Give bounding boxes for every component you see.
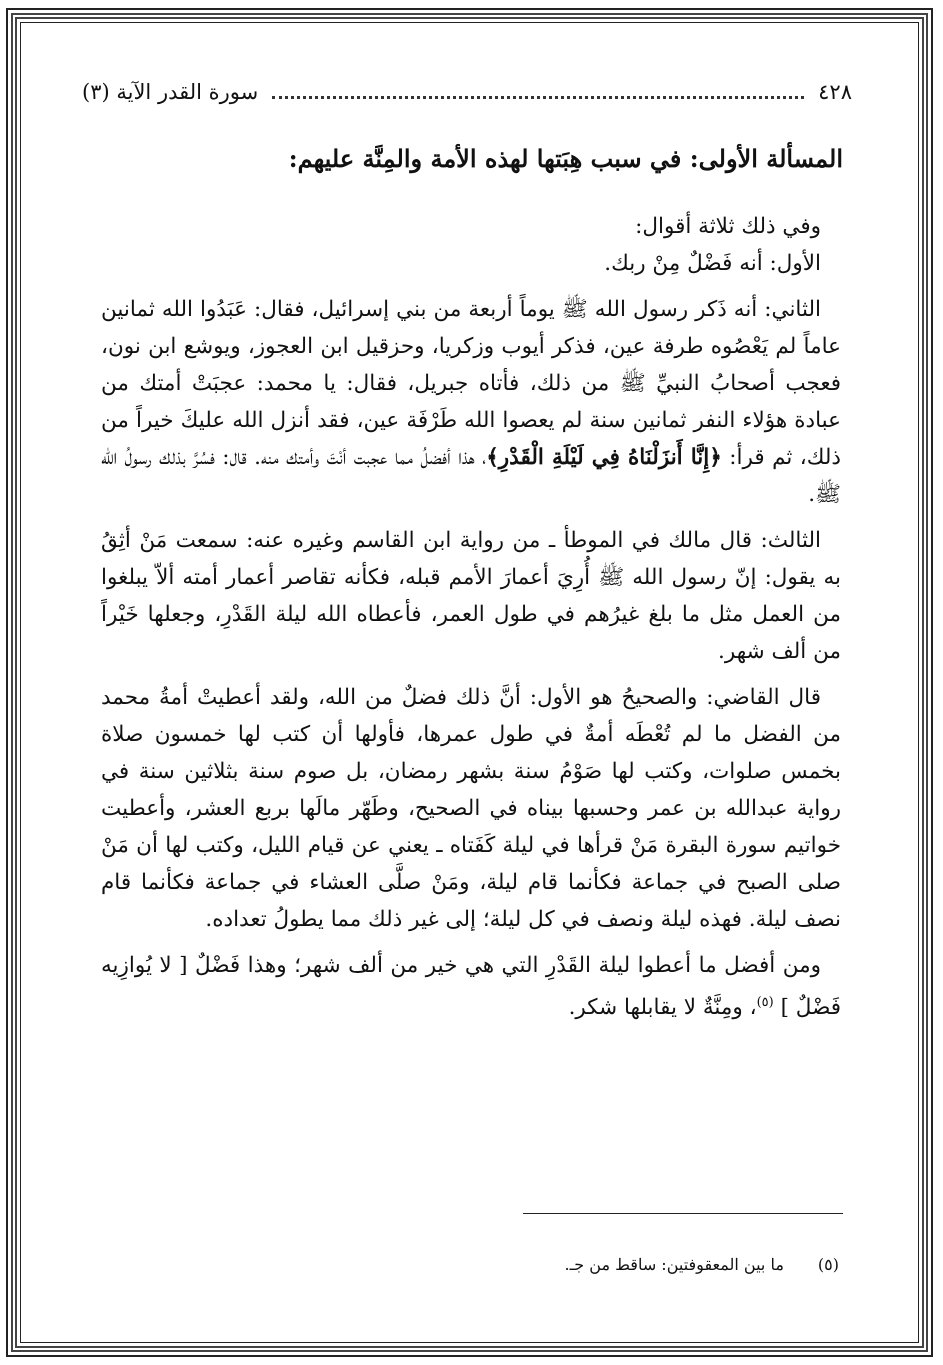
- paragraph: الثالث: قال مالك في الموطأ ـ من رواية ابن القاسم وغيره عنه: سمعت مَنْ أثِقُ به يقول: إنّ رسول الله ﷺ أُرِيَ أعمارَ الأمم قبله، فكأنه تقاصر أعمار أمته ألاّ يبلغوا من العمل مثل ما بلغ غيرُهم في طول العمر، فأعطاه الله ليلة القَدْرِ، وجعلها خَيْراً من ألف شهر.: [101, 528, 841, 664]
- paragraph: [101, 947, 841, 1026]
- quran-verse: ﴿إِنَّا أَنزَلْنَاهُ فِي لَيْلَةِ الْقَدْرِ﴾: [486, 445, 722, 470]
- footnote-text: ما بين المعقوفتين: ساقط من جـ.: [564, 1255, 784, 1274]
- page-number: ٤٢٨: [818, 80, 852, 104]
- paragraph: الأول: أنه فَضْلٌ مِنْ ربك.: [604, 251, 821, 276]
- paragraph: وفي ذلك ثلاثة أقوال:: [635, 214, 821, 239]
- running-head-title: سورة القدر الآية (٣): [82, 80, 259, 104]
- paragraph-text: ومن أفضل ما أعطوا ليلة القَدْرِ التي هي خير من ألف شهر؛ وهذا فَضْلٌ [ لا يُوازِيه فَضْلٌ ]: [101, 953, 841, 1021]
- running-head: [82, 76, 852, 108]
- footnote-number: (٥): [817, 1255, 839, 1274]
- body-text: [101, 208, 841, 1035]
- footnote-reference: (٥): [756, 995, 774, 1010]
- footnote-separator: [523, 1213, 843, 1214]
- paragraph-text: ، هذا أفضلُ مما عجبت أنْتَ وأمتك منه. قال: فسُرَّ بذلك رسولُ الله ﷺ.: [101, 445, 841, 507]
- paragraph: [101, 291, 841, 513]
- paragraph: قال القاضي: والصحيحُ هو الأول: أنَّ ذلك فضلٌ من الله، ولقد أعطيتْ أمةُ محمد من الفضل ما لم تُعْطَه أمةٌ في طول عمرها، فأولها أن كتب لها خمسون صلاة بخمس صلوات، وكتب لها صَوْمُ سنة بشهر رمضان، بل صوم سنة بثلاثين سنة في رواية عبدالله بن عمر وحسبها بيناه في الصحيح، وطَهّر مالَها بربع العشر، وأعطيت خواتيم سورة البقرة مَنْ قرأها في ليلة كَفَتاه ـ يعني عن قيام الليل، وكتب لها أن مَنْ صلى الصبح في جماعة فكأنما قام ليلة، ومَنْ صلَّى العشاء في جماعة فكأنما قام نصف ليلة. فهذه ليلة ونصف في كل ليلة؛ إلى غير ذلك مما يطولُ تعداده.: [101, 685, 841, 932]
- dotted-leader: [272, 86, 804, 99]
- section-heading: المسألة الأولى: في سبب هِبَتها لهذه الأمة والمِنَّة عليهم:: [288, 144, 843, 173]
- footnote: [99, 1255, 839, 1274]
- paragraph-text: الثاني: أنه ذَكر رسول الله ﷺ يوماً أربعة من بني إسرائيل، فقال: عَبَدُوا الله ثمانين عاماً لم يَعْصُوه طرفة عين، فذكر أيوب وزكريا، وحزقيل ابن العجوز، ويوشع ابن نون، فعجب أصحابُ النبيِّ ﷺ من ذلك، فأتاه جبريل، فقال: يا محمد: عجبَتْ أمتك من عبادة هؤلاء النفر ثمانين سنة لم يعصوا الله طَرْفَة عين، فقد أنزل الله عليكَ خيراً من ذلك، ثم قرأ:: [101, 297, 841, 470]
- paragraph-text: ، ومِنَّةٌ لا يقابلها شكر.: [568, 995, 757, 1021]
